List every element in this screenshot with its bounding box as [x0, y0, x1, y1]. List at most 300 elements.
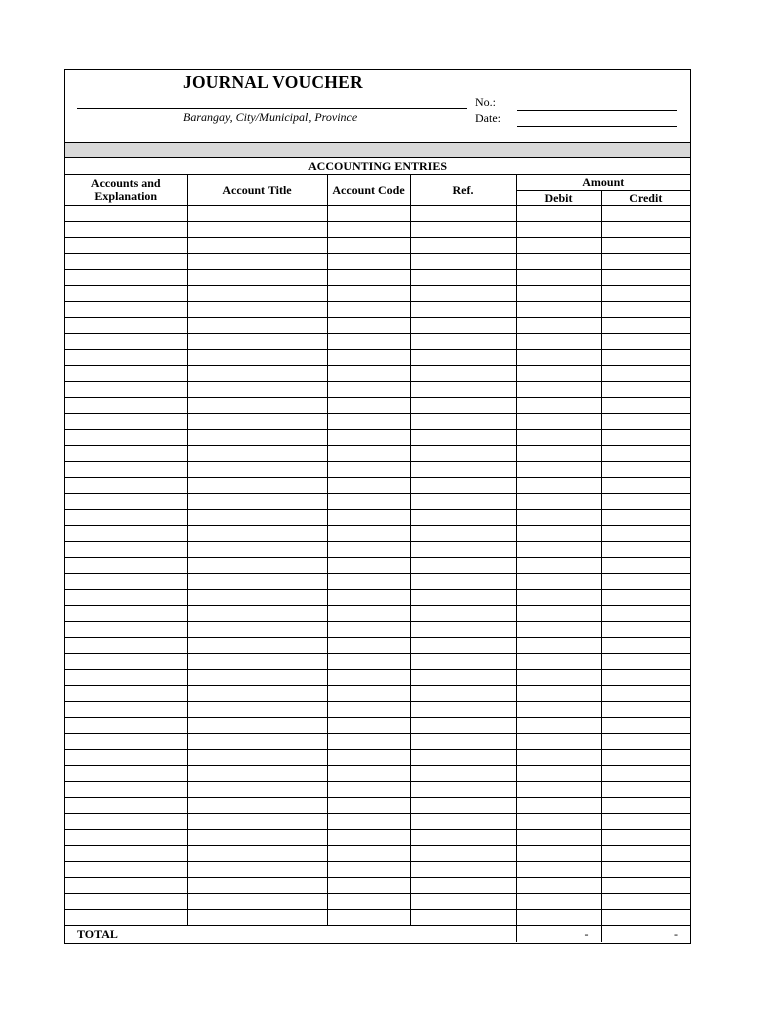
- cell-accounts-explanation[interactable]: [65, 846, 187, 862]
- cell-debit[interactable]: [516, 478, 601, 494]
- cell-debit[interactable]: [516, 654, 601, 670]
- cell-account-title[interactable]: [187, 862, 327, 878]
- cell-credit[interactable]: [601, 846, 690, 862]
- cell-account-code[interactable]: [327, 830, 410, 846]
- cell-debit[interactable]: [516, 718, 601, 734]
- cell-accounts-explanation[interactable]: [65, 350, 187, 366]
- cell-account-title[interactable]: [187, 798, 327, 814]
- cell-ref[interactable]: [410, 718, 516, 734]
- cell-account-code[interactable]: [327, 782, 410, 798]
- cell-account-title[interactable]: [187, 446, 327, 462]
- cell-account-code[interactable]: [327, 414, 410, 430]
- cell-account-title[interactable]: [187, 206, 327, 222]
- cell-account-code[interactable]: [327, 398, 410, 414]
- entry-row: [65, 542, 690, 558]
- lgu-signature-line[interactable]: [77, 108, 467, 109]
- cell-debit[interactable]: [516, 910, 601, 926]
- cell-accounts-explanation[interactable]: [65, 254, 187, 270]
- cell-account-title[interactable]: [187, 702, 327, 718]
- cell-ref[interactable]: [410, 846, 516, 862]
- cell-account-title[interactable]: [187, 718, 327, 734]
- cell-credit[interactable]: [601, 526, 690, 542]
- col-header-credit: Credit: [601, 191, 690, 206]
- cell-debit[interactable]: [516, 222, 601, 238]
- cell-ref[interactable]: [410, 910, 516, 926]
- cell-ref[interactable]: [410, 830, 516, 846]
- cell-debit[interactable]: [516, 734, 601, 750]
- cell-accounts-explanation[interactable]: [65, 334, 187, 350]
- cell-account-title[interactable]: [187, 270, 327, 286]
- cell-account-title[interactable]: [187, 302, 327, 318]
- cell-credit[interactable]: [601, 606, 690, 622]
- cell-ref[interactable]: [410, 814, 516, 830]
- cell-ref[interactable]: [410, 702, 516, 718]
- cell-account-title[interactable]: [187, 894, 327, 910]
- cell-accounts-explanation[interactable]: [65, 894, 187, 910]
- cell-credit[interactable]: [601, 302, 690, 318]
- cell-account-title[interactable]: [187, 366, 327, 382]
- cell-credit[interactable]: [601, 238, 690, 254]
- entry-row: [65, 782, 690, 798]
- cell-credit[interactable]: [601, 750, 690, 766]
- cell-account-code[interactable]: [327, 366, 410, 382]
- cell-credit[interactable]: [601, 814, 690, 830]
- cell-accounts-explanation[interactable]: [65, 462, 187, 478]
- cell-accounts-explanation[interactable]: [65, 798, 187, 814]
- cell-accounts-explanation[interactable]: [65, 766, 187, 782]
- cell-ref[interactable]: [410, 654, 516, 670]
- cell-ref[interactable]: [410, 398, 516, 414]
- entry-row: [65, 590, 690, 606]
- cell-ref[interactable]: [410, 350, 516, 366]
- cell-debit[interactable]: [516, 606, 601, 622]
- cell-accounts-explanation[interactable]: [65, 414, 187, 430]
- cell-credit[interactable]: [601, 702, 690, 718]
- cell-ref[interactable]: [410, 510, 516, 526]
- entry-row: [65, 222, 690, 238]
- entry-row: [65, 670, 690, 686]
- cell-accounts-explanation[interactable]: [65, 830, 187, 846]
- cell-account-code[interactable]: [327, 590, 410, 606]
- cell-credit[interactable]: [601, 478, 690, 494]
- cell-ref[interactable]: [410, 270, 516, 286]
- cell-debit[interactable]: [516, 638, 601, 654]
- cell-accounts-explanation[interactable]: [65, 702, 187, 718]
- cell-accounts-explanation[interactable]: [65, 478, 187, 494]
- cell-credit[interactable]: [601, 766, 690, 782]
- cell-debit[interactable]: [516, 766, 601, 782]
- cell-credit[interactable]: [601, 254, 690, 270]
- cell-account-code[interactable]: [327, 478, 410, 494]
- cell-accounts-explanation[interactable]: [65, 446, 187, 462]
- cell-debit[interactable]: [516, 430, 601, 446]
- cell-ref[interactable]: [410, 318, 516, 334]
- cell-account-code[interactable]: [327, 702, 410, 718]
- voucher-date-label: Date:: [475, 111, 501, 125]
- cell-accounts-explanation[interactable]: [65, 910, 187, 926]
- cell-ref[interactable]: [410, 798, 516, 814]
- cell-debit[interactable]: [516, 814, 601, 830]
- cell-ref[interactable]: [410, 686, 516, 702]
- cell-credit[interactable]: [601, 446, 690, 462]
- cell-debit[interactable]: [516, 462, 601, 478]
- cell-credit[interactable]: [601, 638, 690, 654]
- cell-account-title[interactable]: [187, 510, 327, 526]
- cell-account-code[interactable]: [327, 206, 410, 222]
- cell-account-code[interactable]: [327, 270, 410, 286]
- cell-credit[interactable]: [601, 462, 690, 478]
- cell-ref[interactable]: [410, 558, 516, 574]
- cell-account-title[interactable]: [187, 782, 327, 798]
- cell-debit[interactable]: [516, 622, 601, 638]
- entry-row: [65, 878, 690, 894]
- cell-account-title[interactable]: [187, 558, 327, 574]
- cell-account-code[interactable]: [327, 286, 410, 302]
- cell-account-code[interactable]: [327, 494, 410, 510]
- cell-ref[interactable]: [410, 750, 516, 766]
- entry-row: [65, 654, 690, 670]
- cell-debit[interactable]: [516, 334, 601, 350]
- cell-accounts-explanation[interactable]: [65, 862, 187, 878]
- cell-debit[interactable]: [516, 494, 601, 510]
- entry-row: [65, 686, 690, 702]
- cell-account-code[interactable]: [327, 430, 410, 446]
- cell-account-code[interactable]: [327, 878, 410, 894]
- cell-debit[interactable]: [516, 894, 601, 910]
- cell-debit[interactable]: [516, 686, 601, 702]
- entry-row: [65, 430, 690, 446]
- cell-ref[interactable]: [410, 302, 516, 318]
- cell-accounts-explanation[interactable]: [65, 318, 187, 334]
- cell-accounts-explanation[interactable]: [65, 782, 187, 798]
- cell-accounts-explanation[interactable]: [65, 814, 187, 830]
- cell-account-code[interactable]: [327, 894, 410, 910]
- lgu-label: Barangay, City/Municipal, Province: [183, 110, 358, 124]
- cell-credit[interactable]: [601, 654, 690, 670]
- cell-ref[interactable]: [410, 862, 516, 878]
- cell-accounts-explanation[interactable]: [65, 542, 187, 558]
- cell-debit[interactable]: [516, 526, 601, 542]
- cell-ref[interactable]: [410, 414, 516, 430]
- entry-row: [65, 270, 690, 286]
- cell-account-title[interactable]: [187, 222, 327, 238]
- cell-account-title[interactable]: [187, 670, 327, 686]
- cell-credit[interactable]: [601, 862, 690, 878]
- cell-account-title[interactable]: [187, 846, 327, 862]
- cell-ref[interactable]: [410, 206, 516, 222]
- cell-accounts-explanation[interactable]: [65, 750, 187, 766]
- cell-ref[interactable]: [410, 622, 516, 638]
- cell-account-title[interactable]: [187, 878, 327, 894]
- cell-account-title[interactable]: [187, 542, 327, 558]
- cell-account-code[interactable]: [327, 542, 410, 558]
- page-title: JOURNAL VOUCHER: [183, 72, 363, 92]
- entry-row: [65, 382, 690, 398]
- cell-account-code[interactable]: [327, 622, 410, 638]
- cell-credit[interactable]: [601, 718, 690, 734]
- cell-accounts-explanation[interactable]: [65, 430, 187, 446]
- cell-ref[interactable]: [410, 782, 516, 798]
- accounting-entries-table: [65, 174, 690, 942]
- cell-credit[interactable]: [601, 686, 690, 702]
- cell-credit[interactable]: [601, 494, 690, 510]
- cell-account-title[interactable]: [187, 766, 327, 782]
- cell-account-title[interactable]: [187, 638, 327, 654]
- cell-account-title[interactable]: [187, 750, 327, 766]
- cell-debit[interactable]: [516, 366, 601, 382]
- cell-debit[interactable]: [516, 238, 601, 254]
- cell-accounts-explanation[interactable]: [65, 510, 187, 526]
- cell-accounts-explanation[interactable]: [65, 590, 187, 606]
- cell-account-title[interactable]: [187, 334, 327, 350]
- cell-account-code[interactable]: [327, 750, 410, 766]
- cell-credit[interactable]: [601, 590, 690, 606]
- cell-credit[interactable]: [601, 782, 690, 798]
- cell-debit[interactable]: [516, 542, 601, 558]
- cell-account-code[interactable]: [327, 862, 410, 878]
- cell-debit[interactable]: [516, 846, 601, 862]
- cell-accounts-explanation[interactable]: [65, 302, 187, 318]
- cell-debit[interactable]: [516, 302, 601, 318]
- cell-account-code[interactable]: [327, 846, 410, 862]
- cell-account-title[interactable]: [187, 590, 327, 606]
- cell-accounts-explanation[interactable]: [65, 206, 187, 222]
- cell-credit[interactable]: [601, 670, 690, 686]
- cell-ref[interactable]: [410, 670, 516, 686]
- cell-credit[interactable]: [601, 366, 690, 382]
- entry-row: [65, 398, 690, 414]
- entry-row: [65, 798, 690, 814]
- entry-row: [65, 462, 690, 478]
- cell-account-code[interactable]: [327, 318, 410, 334]
- cell-credit[interactable]: [601, 798, 690, 814]
- cell-credit[interactable]: [601, 206, 690, 222]
- cell-accounts-explanation[interactable]: [65, 382, 187, 398]
- section-title: ACCOUNTING ENTRIES: [307, 159, 448, 173]
- cell-credit[interactable]: [601, 830, 690, 846]
- cell-ref[interactable]: [410, 606, 516, 622]
- cell-accounts-explanation[interactable]: [65, 574, 187, 590]
- cell-account-title[interactable]: [187, 286, 327, 302]
- cell-debit[interactable]: [516, 382, 601, 398]
- cell-ref[interactable]: [410, 878, 516, 894]
- cell-account-code[interactable]: [327, 254, 410, 270]
- cell-ref[interactable]: [410, 238, 516, 254]
- cell-accounts-explanation[interactable]: [65, 286, 187, 302]
- cell-accounts-explanation[interactable]: [65, 734, 187, 750]
- cell-ref[interactable]: [410, 766, 516, 782]
- entry-row: [65, 910, 690, 926]
- cell-debit[interactable]: [516, 558, 601, 574]
- cell-account-title[interactable]: [187, 910, 327, 926]
- cell-ref[interactable]: [410, 334, 516, 350]
- cell-credit[interactable]: [601, 430, 690, 446]
- cell-account-title[interactable]: [187, 414, 327, 430]
- entry-row: [65, 494, 690, 510]
- cell-credit[interactable]: [601, 414, 690, 430]
- cell-debit[interactable]: [516, 782, 601, 798]
- cell-debit[interactable]: [516, 590, 601, 606]
- cell-debit[interactable]: [516, 446, 601, 462]
- cell-credit[interactable]: [601, 334, 690, 350]
- cell-credit[interactable]: [601, 382, 690, 398]
- cell-accounts-explanation[interactable]: [65, 638, 187, 654]
- cell-account-code[interactable]: [327, 382, 410, 398]
- cell-account-title[interactable]: [187, 574, 327, 590]
- entry-row: [65, 414, 690, 430]
- cell-accounts-explanation[interactable]: [65, 606, 187, 622]
- cell-accounts-explanation[interactable]: [65, 558, 187, 574]
- cell-credit[interactable]: [601, 894, 690, 910]
- cell-debit[interactable]: [516, 750, 601, 766]
- cell-ref[interactable]: [410, 254, 516, 270]
- cell-debit[interactable]: [516, 398, 601, 414]
- cell-credit[interactable]: [601, 510, 690, 526]
- cell-account-code[interactable]: [327, 638, 410, 654]
- cell-account-code[interactable]: [327, 670, 410, 686]
- cell-accounts-explanation[interactable]: [65, 494, 187, 510]
- voucher-no-field[interactable]: [517, 110, 677, 111]
- cell-account-code[interactable]: [327, 302, 410, 318]
- cell-account-code[interactable]: [327, 238, 410, 254]
- cell-debit[interactable]: [516, 206, 601, 222]
- cell-account-title[interactable]: [187, 622, 327, 638]
- section-divider-band: [65, 142, 690, 158]
- cell-account-code[interactable]: [327, 606, 410, 622]
- cell-account-title[interactable]: [187, 462, 327, 478]
- cell-account-code[interactable]: [327, 798, 410, 814]
- cell-debit[interactable]: [516, 574, 601, 590]
- cell-account-code[interactable]: [327, 734, 410, 750]
- cell-account-code[interactable]: [327, 766, 410, 782]
- cell-credit[interactable]: [601, 574, 690, 590]
- cell-debit[interactable]: [516, 286, 601, 302]
- cell-credit[interactable]: [601, 878, 690, 894]
- cell-account-title[interactable]: [187, 478, 327, 494]
- cell-ref[interactable]: [410, 366, 516, 382]
- voucher-date-field[interactable]: [517, 126, 677, 127]
- cell-debit[interactable]: [516, 350, 601, 366]
- cell-credit[interactable]: [601, 558, 690, 574]
- cell-accounts-explanation[interactable]: [65, 526, 187, 542]
- cell-credit[interactable]: [601, 350, 690, 366]
- cell-ref[interactable]: [410, 430, 516, 446]
- cell-account-code[interactable]: [327, 718, 410, 734]
- cell-ref[interactable]: [410, 894, 516, 910]
- cell-account-code[interactable]: [327, 334, 410, 350]
- cell-account-title[interactable]: [187, 254, 327, 270]
- cell-account-title[interactable]: [187, 318, 327, 334]
- cell-account-code[interactable]: [327, 350, 410, 366]
- cell-ref[interactable]: [410, 382, 516, 398]
- cell-account-code[interactable]: [327, 910, 410, 926]
- cell-ref[interactable]: [410, 494, 516, 510]
- cell-debit[interactable]: [516, 830, 601, 846]
- cell-account-code[interactable]: [327, 462, 410, 478]
- cell-credit[interactable]: [601, 542, 690, 558]
- cell-credit[interactable]: [601, 318, 690, 334]
- cell-debit[interactable]: [516, 798, 601, 814]
- cell-account-title[interactable]: [187, 654, 327, 670]
- cell-credit[interactable]: [601, 622, 690, 638]
- cell-account-title[interactable]: [187, 430, 327, 446]
- cell-debit[interactable]: [516, 414, 601, 430]
- cell-accounts-explanation[interactable]: [65, 222, 187, 238]
- cell-account-title[interactable]: [187, 382, 327, 398]
- cell-accounts-explanation[interactable]: [65, 270, 187, 286]
- cell-debit[interactable]: [516, 862, 601, 878]
- cell-account-code[interactable]: [327, 686, 410, 702]
- entry-row: [65, 862, 690, 878]
- cell-ref[interactable]: [410, 734, 516, 750]
- cell-accounts-explanation[interactable]: [65, 878, 187, 894]
- cell-accounts-explanation[interactable]: [65, 670, 187, 686]
- cell-ref[interactable]: [410, 478, 516, 494]
- entry-row: [65, 574, 690, 590]
- cell-account-title[interactable]: [187, 686, 327, 702]
- cell-account-code[interactable]: [327, 654, 410, 670]
- cell-account-code[interactable]: [327, 814, 410, 830]
- cell-debit[interactable]: [516, 510, 601, 526]
- cell-account-title[interactable]: [187, 814, 327, 830]
- cell-ref[interactable]: [410, 222, 516, 238]
- cell-account-code[interactable]: [327, 510, 410, 526]
- cell-account-title[interactable]: [187, 494, 327, 510]
- cell-accounts-explanation[interactable]: [65, 654, 187, 670]
- cell-account-code[interactable]: [327, 574, 410, 590]
- cell-credit[interactable]: [601, 734, 690, 750]
- cell-account-title[interactable]: [187, 350, 327, 366]
- cell-account-title[interactable]: [187, 526, 327, 542]
- cell-ref[interactable]: [410, 286, 516, 302]
- cell-credit[interactable]: [601, 270, 690, 286]
- cell-accounts-explanation[interactable]: [65, 718, 187, 734]
- cell-account-title[interactable]: [187, 238, 327, 254]
- cell-accounts-explanation[interactable]: [65, 238, 187, 254]
- cell-account-code[interactable]: [327, 446, 410, 462]
- cell-account-code[interactable]: [327, 526, 410, 542]
- cell-ref[interactable]: [410, 526, 516, 542]
- cell-debit[interactable]: [516, 702, 601, 718]
- cell-ref[interactable]: [410, 574, 516, 590]
- cell-credit[interactable]: [601, 286, 690, 302]
- cell-credit[interactable]: [601, 398, 690, 414]
- cell-account-title[interactable]: [187, 830, 327, 846]
- cell-account-title[interactable]: [187, 606, 327, 622]
- cell-account-code[interactable]: [327, 222, 410, 238]
- cell-ref[interactable]: [410, 542, 516, 558]
- cell-debit[interactable]: [516, 878, 601, 894]
- cell-credit[interactable]: [601, 222, 690, 238]
- cell-accounts-explanation[interactable]: [65, 398, 187, 414]
- cell-ref[interactable]: [410, 462, 516, 478]
- cell-debit[interactable]: [516, 270, 601, 286]
- cell-ref[interactable]: [410, 638, 516, 654]
- cell-ref[interactable]: [410, 446, 516, 462]
- entry-row: [65, 846, 690, 862]
- cell-accounts-explanation[interactable]: [65, 622, 187, 638]
- cell-account-code[interactable]: [327, 558, 410, 574]
- cell-credit[interactable]: [601, 910, 690, 926]
- cell-debit[interactable]: [516, 670, 601, 686]
- cell-debit[interactable]: [516, 318, 601, 334]
- cell-accounts-explanation[interactable]: [65, 686, 187, 702]
- cell-debit[interactable]: [516, 254, 601, 270]
- cell-account-title[interactable]: [187, 734, 327, 750]
- cell-account-title[interactable]: [187, 398, 327, 414]
- cell-ref[interactable]: [410, 590, 516, 606]
- cell-accounts-explanation[interactable]: [65, 366, 187, 382]
